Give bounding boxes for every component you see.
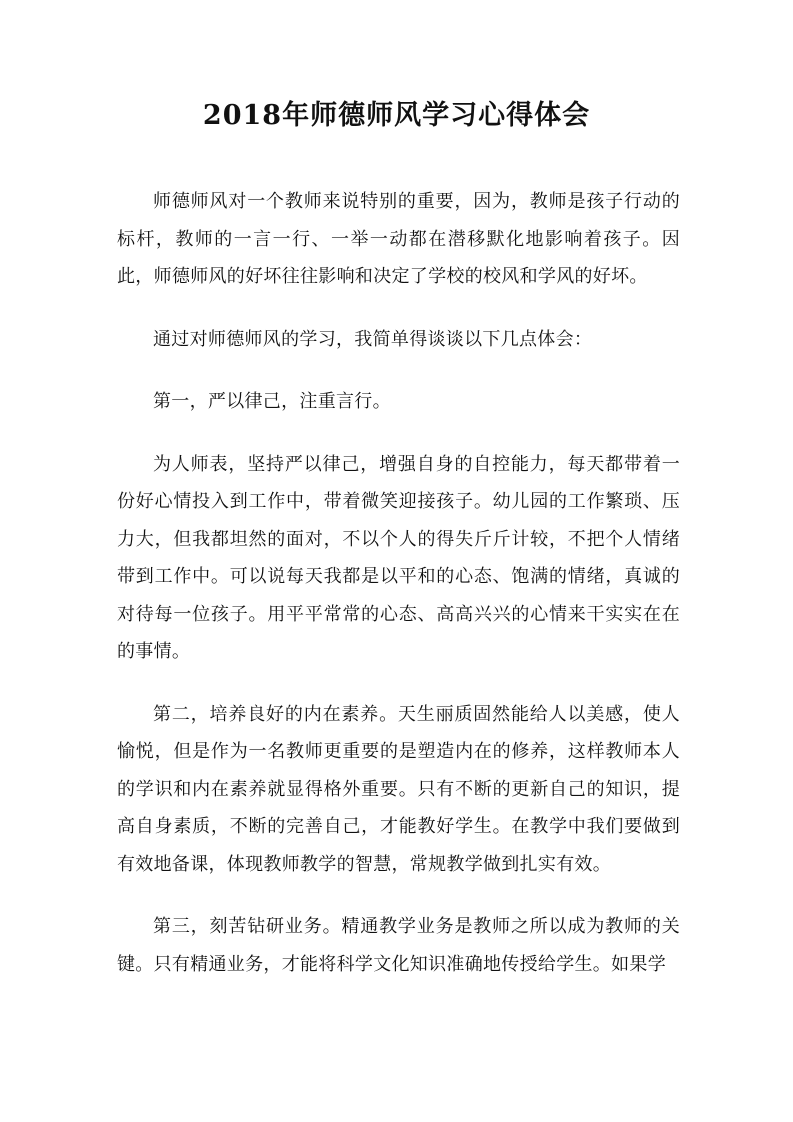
paragraph: 师德师风对一个教师来说特别的重要，因为，教师是孩子行动的标杆，教师的一言一行、一举一动都在潜移默化地影响着孩子。因此，师德师风的好坏往往影响和决定了学校的校风和学风的好坏。 — [117, 191, 680, 287]
paragraph: 第三，刻苦钻研业务。精通教学业务是教师之所以成为教师的关键。只有精通业务，才能将科学文化知识准确地传授给学生。如果学 — [117, 916, 680, 975]
paragraph: 第一，严以律己，注重言行。 — [153, 391, 391, 412]
document-title: 2018年师德师风学习心得体会 — [202, 100, 591, 131]
paragraph: 为人师表，坚持严以律己，增强自身的自控能力，每天都带着一份好心情投入到工作中，带着微笑迎接孩子。幼儿园的工作繁琐、压力大，但我都坦然的面对，不以个人的得失斤斤计较，不把个人情绪带到工作中。可以说每天我都是以平和的心态、饱满的情绪，真诚的对待每一位孩子。用平平常常的心态、高高兴兴的心情来干实实在在的事情。 — [117, 453, 680, 662]
document-body — [117, 183, 680, 1008]
paragraph: 通过对师德师风的学习，我简单得谈谈以下几点体会： — [153, 328, 593, 350]
paragraph: 第二，培养良好的内在素养。天生丽质固然能给人以美感，使人愉悦，但是作为一名教师更重要的是塑造内在的修养，这样教师本人的学识和内在素养就显得格外重要。只有不断的更新自己的知识，提高自身素质，不断的完善自己，才能教好学生。在教学中我们要做到有效地备课，体现教师教学的智慧，常规教学做到扎实有效。 — [117, 703, 680, 875]
